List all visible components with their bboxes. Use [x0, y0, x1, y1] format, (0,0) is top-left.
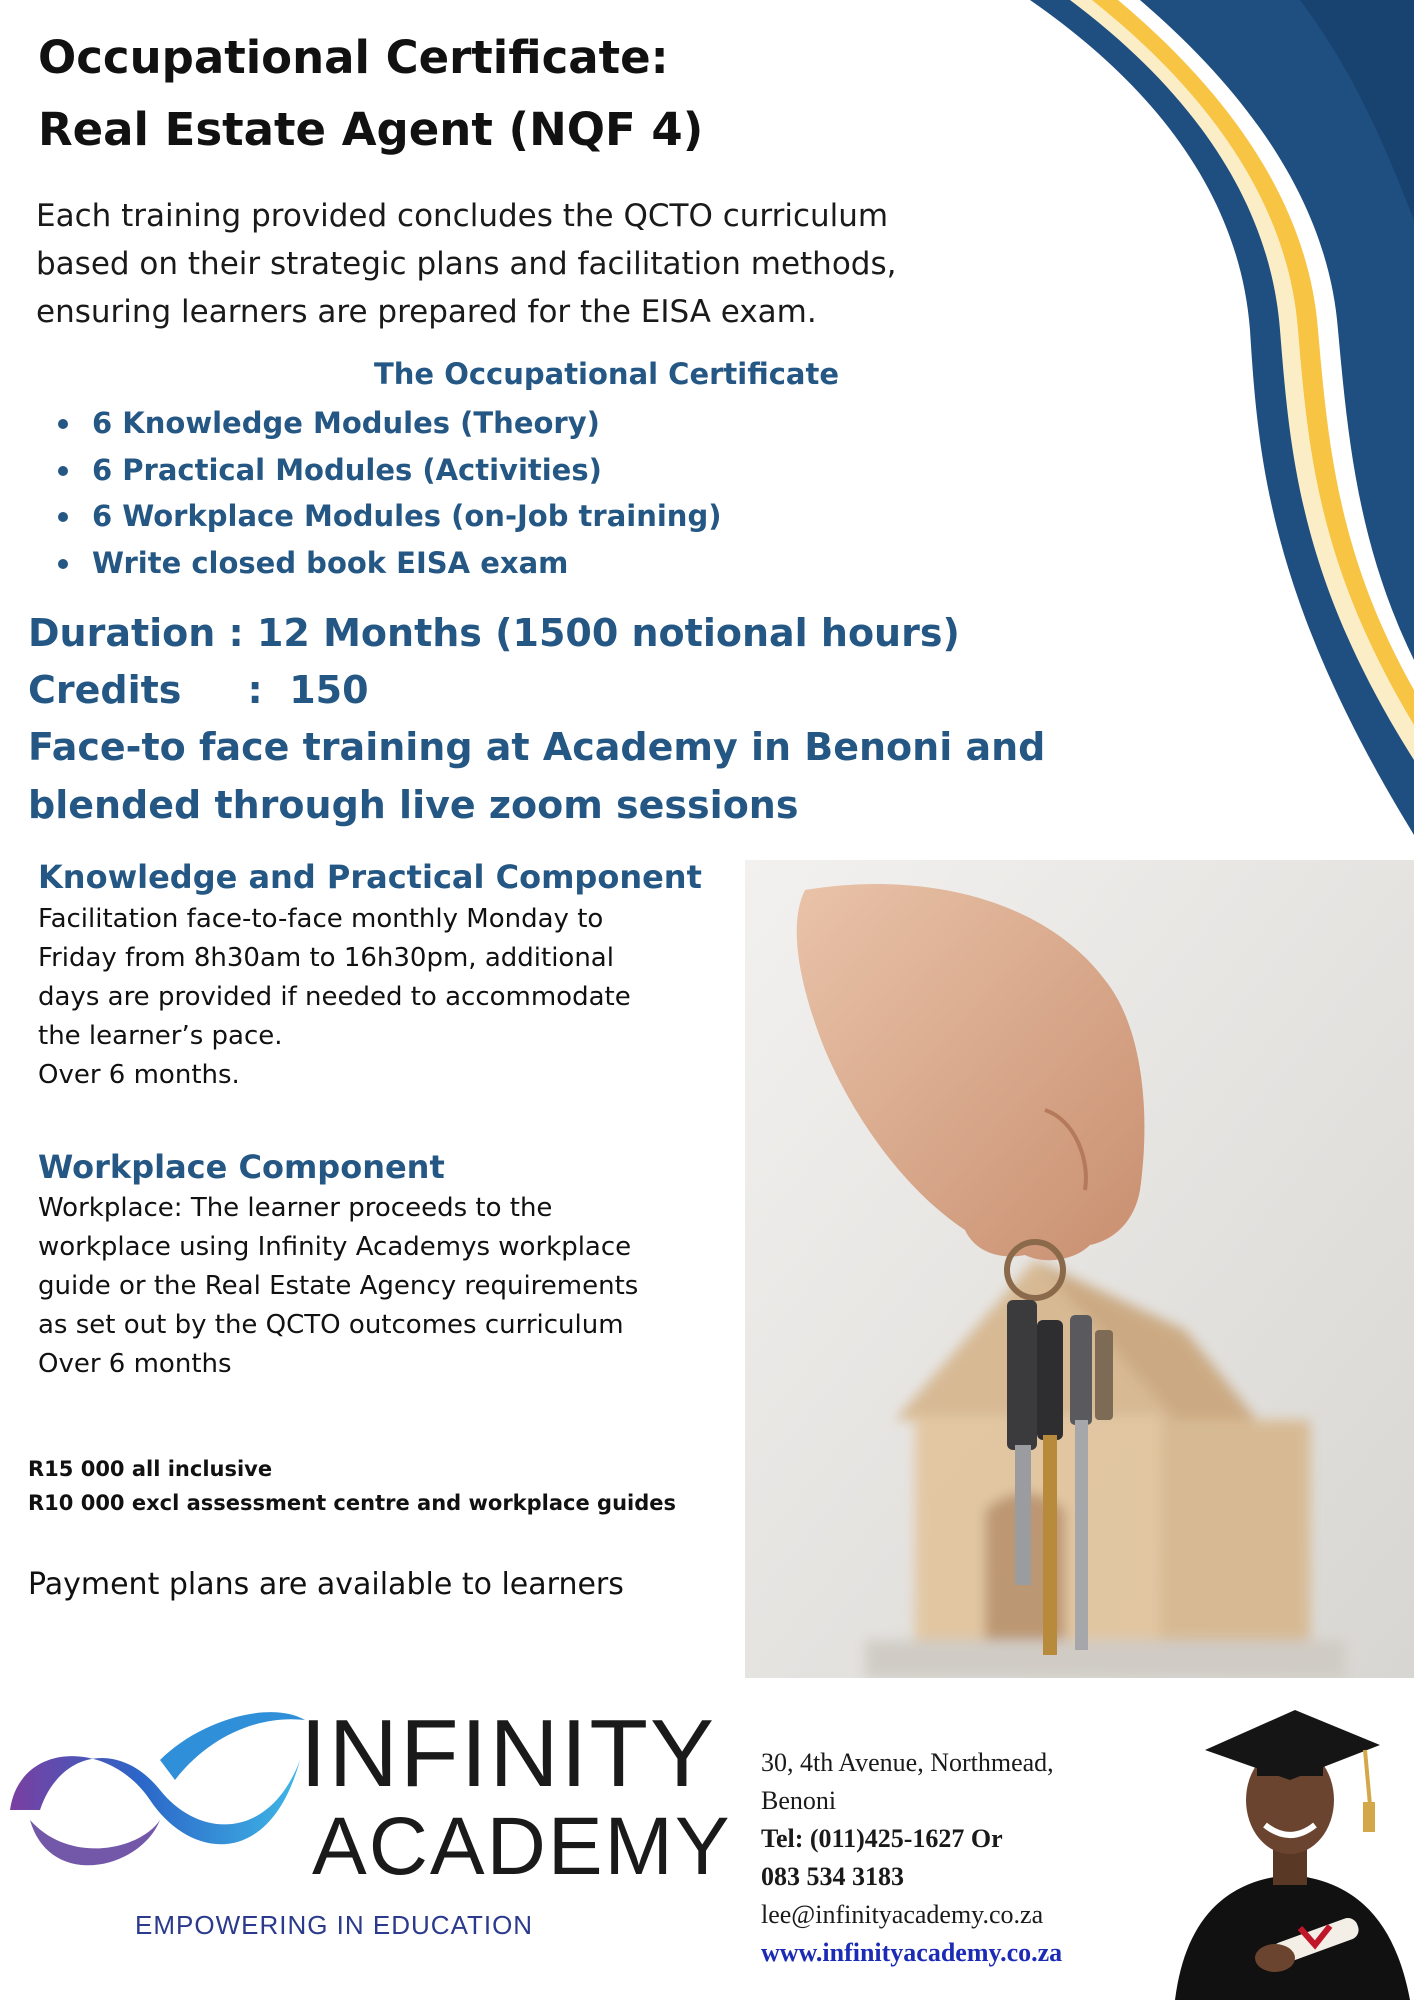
intro-line: based on their strategic plans and facilitation methods, [36, 246, 897, 282]
list-item: Write closed book EISA exam [56, 540, 721, 587]
knowledge-line: Over 6 months. [38, 1060, 240, 1090]
delivery-line-2: blended through live zoom sessions [28, 783, 799, 827]
title-line-2: Real Estate Agent (NQF 4) [38, 103, 704, 156]
knowledge-heading: Knowledge and Practical Component [38, 858, 702, 896]
brand-name-line-1: INFINITY [300, 1700, 716, 1807]
email-link[interactable]: lee@infinityacademy.co.za [761, 1900, 1044, 1929]
intro-paragraph [36, 192, 1046, 336]
mobile-number: 083 534 3183 [761, 1862, 904, 1891]
intro-line: Each training provided concludes the QCTO curriculum [36, 198, 889, 234]
price-exclusive: R10 000 excl assessment centre and workplace guides [28, 1491, 676, 1515]
knowledge-line: Facilitation face-to-face monthly Monday to [38, 904, 604, 934]
workplace-heading: Workplace Component [38, 1148, 445, 1186]
address-line-2: Benoni [761, 1786, 837, 1815]
list-item: 6 Practical Modules (Activities) [56, 447, 721, 494]
workplace-line: Workplace: The learner proceeds to the [38, 1193, 553, 1223]
brand-tagline: EMPOWERING IN EDUCATION [135, 1910, 534, 1940]
workplace-line: guide or the Real Estate Agency requirements [38, 1271, 639, 1301]
brand-name-line-2: ACADEMY [312, 1801, 732, 1892]
payment-plans-text: Payment plans are available to learners [28, 1567, 624, 1602]
list-item: 6 Knowledge Modules (Theory) [56, 400, 721, 447]
price-inclusive: R15 000 all inclusive [28, 1457, 273, 1481]
website-link[interactable]: www.infinityacademy.co.za [761, 1938, 1063, 1967]
workplace-line: Over 6 months [38, 1349, 232, 1379]
duration-text: Duration : 12 Months (1500 notional hours) [28, 611, 960, 655]
telephone: Tel: (011)425-1627 Or [761, 1824, 1003, 1853]
address-line-1: 30, 4th Avenue, Northmead, [761, 1748, 1054, 1777]
knowledge-paragraph [38, 900, 738, 1095]
certificate-heading: The Occupational Certificate [374, 357, 840, 391]
knowledge-line: Friday from 8h30am to 16h30pm, additional [38, 943, 614, 973]
knowledge-line: days are provided if needed to accommodate [38, 982, 631, 1012]
title-line-1: Occupational Certificate: [38, 31, 669, 84]
keys-house-illustration [745, 860, 1414, 1678]
credits-text: Credits : 150 [28, 668, 369, 712]
infinity-logo-icon [0, 1700, 310, 1900]
workplace-paragraph [38, 1189, 738, 1384]
decorative-wave [1000, 0, 1414, 840]
certificate-modules-list [56, 400, 721, 586]
page-title [38, 22, 703, 166]
workplace-line: as set out by the QCTO outcomes curriculum [38, 1310, 624, 1340]
workplace-line: workplace using Infinity Academys workplace [38, 1232, 632, 1262]
knowledge-line: the learner’s pace. [38, 1021, 283, 1051]
list-item: 6 Workplace Modules (on-Job training) [56, 493, 721, 540]
delivery-line-1: Face-to face training at Academy in Benoni and [28, 725, 1046, 769]
intro-line: ensuring learners are prepared for the EISA exam. [36, 294, 817, 330]
keys-house-photo [745, 860, 1414, 1678]
graduate-photo [1165, 1690, 1414, 2000]
